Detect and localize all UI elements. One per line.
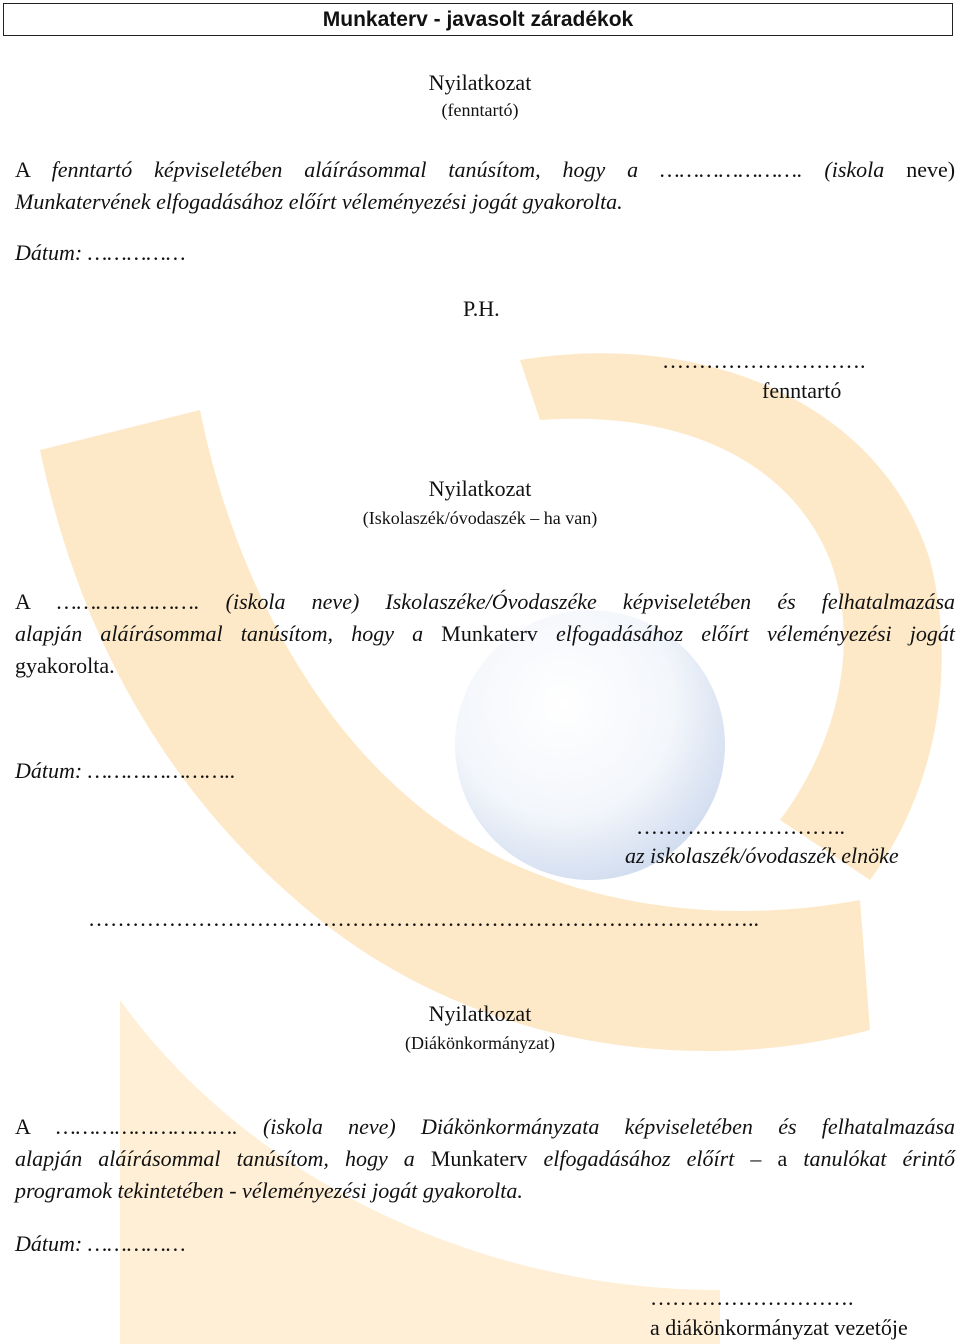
section1-subheading: (fenntartó) (441, 100, 519, 120)
section1-signature-label: fenntartó (762, 378, 842, 403)
section3-date-field: …………… (87, 1231, 186, 1256)
section2-paragraph (15, 586, 955, 682)
section3-subheading: (Diákönkormányzat) (405, 1033, 555, 1053)
section1-date: Dátum: …………… (15, 240, 186, 265)
ph-stamp-mark: P.H. (463, 296, 500, 321)
section3-date: Dátum: …………… (15, 1231, 186, 1256)
section3-signature-label: a diákönkormányzat vezetője (650, 1315, 908, 1340)
section1-paragraph (15, 154, 955, 218)
section2-date-field: ………………….. (87, 758, 236, 783)
section2-heading: Nyilatkozat (428, 476, 532, 501)
section2-line1: A …………………. (iskola neve) Iskolaszéke/Óvodaszéke képviseletében és felhatalmazása (15, 589, 956, 614)
section3-line1: A ………………………. (iskola neve) Diákönkormányzata képviseletében és felhatalmazása (15, 1114, 956, 1139)
section2-line2: alapján aláírásommal tanúsítom, hogy a Munkaterv elfogadásához előírt véleményezési jogát (15, 621, 956, 646)
section1-date-field: …………… (87, 240, 186, 265)
section3-line2: alapján aláírásommal tanúsítom, hogy a Munkaterv elfogadásához előírt – a tanulókat érintő (15, 1146, 956, 1171)
section1-line2: Munkatervének elfogadásához előírt véleményezési jogát gyakorolta. (15, 189, 623, 214)
section1-line1: A fenntartó képviseletében aláírásommal tanúsítom, hogy a …………………. (iskola neve) (15, 157, 956, 182)
section2-line3: gyakorolta. (15, 653, 115, 678)
section3-heading: Nyilatkozat (428, 1001, 532, 1026)
section3-paragraph (15, 1111, 955, 1207)
section1-signature-line: ………………………. (662, 348, 866, 373)
section2-signature-line: ……………………….. (636, 814, 845, 839)
section2-date: Dátum: ………………….. (15, 758, 236, 783)
section1-heading: Nyilatkozat (428, 70, 532, 95)
page-title: Munkaterv - javasolt záradékok (3, 3, 953, 36)
section3-line3: programok tekintetében - véleményezési jogát gyakorolta. (15, 1178, 523, 1203)
section2-signature-label: az iskolaszék/óvodaszék elnöke (625, 843, 899, 868)
separator-line: ……………………………………………………………………………….. (88, 906, 759, 931)
section3-signature-line: ………………………. (650, 1285, 854, 1310)
section2-subheading: (Iskolaszék/óvodaszék – ha van) (362, 508, 598, 528)
